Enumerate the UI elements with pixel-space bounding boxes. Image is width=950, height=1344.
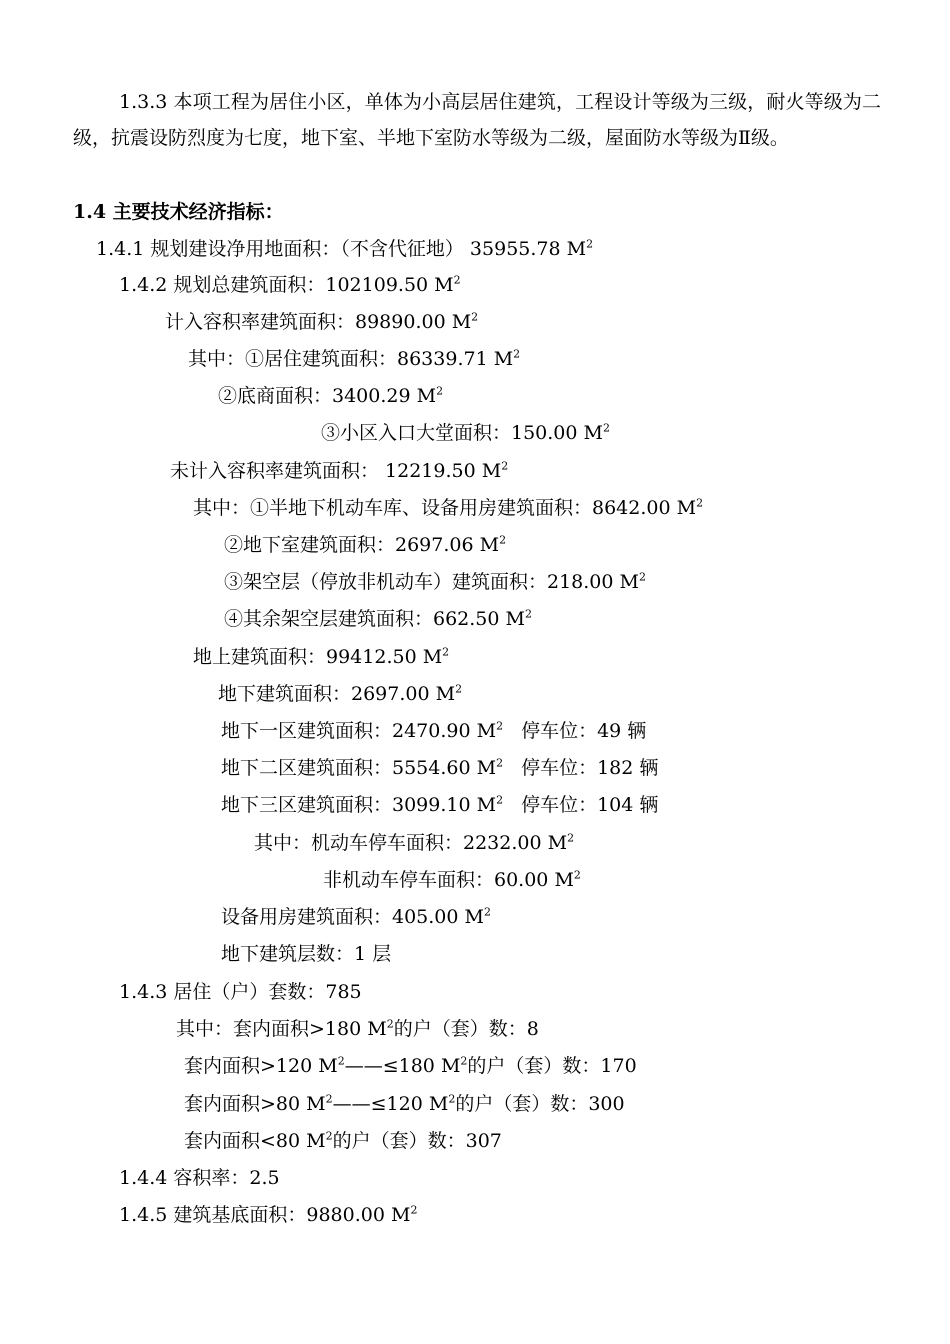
line-text: 1.4.5 建筑基底面积：9880.00 (119, 1204, 391, 1226)
unit-m: M (676, 497, 697, 519)
unit-m: M (451, 311, 472, 333)
line-text: 其中：套内面积>180 (176, 1018, 368, 1040)
line-text: 的户（套）数：307 (332, 1130, 502, 1152)
line-text: 地下三区建筑面积：3099.10 (221, 794, 477, 816)
unit-superscript: 2 (455, 682, 463, 696)
line-text: ②地下室建筑面积：2697.06 (224, 534, 480, 556)
line-text: 地上建筑面积：99412.50 (193, 646, 423, 668)
unit-superscript: 2 (573, 868, 581, 882)
unit-m: M (493, 348, 514, 370)
unit-superscript: 2 (496, 793, 504, 807)
unit-superscript: 2 (436, 384, 444, 398)
unit-m: M (479, 534, 500, 556)
line-text: 1.4.2 规划总建筑面积：102109.50 (119, 274, 435, 296)
line-1-4-1 (96, 237, 593, 261)
line-motor-parking (254, 831, 574, 855)
unit-m: M (583, 422, 603, 444)
unit-superscript: 2 (499, 533, 507, 547)
unit-m: M (416, 385, 437, 407)
line-text: 套内面积>120 (184, 1055, 319, 1077)
unit-m: M (428, 1093, 449, 1115)
unit-superscript: 2 (513, 347, 521, 361)
line-nonfar-garage (193, 496, 703, 520)
unit-superscript: 2 (496, 719, 504, 733)
line-units-gt180 (176, 1017, 539, 1041)
unit-superscript: 2 (525, 607, 532, 621)
section-heading-1-4: 1.4 主要技术经济指标： (73, 201, 284, 223)
unit-m: M (434, 274, 454, 296)
line-text: 非机动车停车面积：60.00 (323, 869, 555, 891)
line-zone1 (221, 719, 646, 743)
parking-count: 停车位：49 辆 (521, 720, 647, 742)
unit-m: M (481, 460, 502, 482)
unit-m: M (554, 869, 574, 891)
unit-superscript: 2 (603, 421, 610, 435)
unit-m: M (318, 1055, 338, 1077)
line-text: 的户（套）数：300 (455, 1093, 625, 1115)
line-text: 未计入容积率建筑面积： 12219.50 (170, 460, 482, 482)
unit-superscript: 2 (325, 1129, 333, 1143)
parking-count: 停车位：104 辆 (521, 794, 659, 816)
line-text: 地下一区建筑面积：2470.90 (221, 720, 477, 742)
unit-superscript: 2 (501, 459, 509, 473)
line-text: 其中：①居住建筑面积：86339.71 (188, 348, 494, 370)
line-text: ②底商面积：3400.29 (218, 385, 417, 407)
unit-superscript: 2 (696, 496, 704, 510)
line-far-shops (218, 384, 443, 408)
unit-superscript: 2 (496, 756, 504, 770)
line-far-area (165, 310, 478, 334)
unit-m: M (306, 1093, 326, 1115)
line-text: 套内面积>80 (184, 1093, 307, 1115)
line-text: 设备用房建筑面积：405.00 (221, 906, 465, 928)
line-text: 地下二区建筑面积：5554.60 (221, 757, 477, 779)
unit-superscript: 2 (484, 905, 491, 919)
line-nonfar-area (170, 459, 508, 483)
line-far-residential (188, 347, 520, 371)
line-text: ④其余架空层建筑面积：662.50 (224, 608, 506, 630)
line-zone2 (221, 756, 658, 780)
line-text: ③架空层（停放非机动车）建筑面积：218.00 (224, 571, 620, 593)
line-nonfar-stilt-other (224, 607, 532, 631)
unit-m: M (422, 646, 443, 668)
unit-m: M (566, 238, 587, 260)
line-text: 的户（套）数：170 (467, 1055, 637, 1077)
line-text: 其中：机动车停车面积：2232.00 (254, 832, 548, 854)
line-equipment-rooms (221, 905, 491, 929)
line-zone3 (221, 793, 658, 817)
line-1-4-2 (119, 273, 461, 297)
line-text: 的户（套）数：8 (393, 1018, 539, 1040)
line-1-4-3: 1.4.3 居住（户）套数：785 (119, 981, 362, 1003)
line-text: ③小区入口大堂面积：150.00 (321, 422, 584, 444)
line-above-ground (193, 645, 449, 669)
unit-superscript: 2 (460, 1054, 468, 1068)
unit-m: M (391, 1204, 411, 1226)
unit-superscript: 2 (325, 1092, 333, 1106)
unit-m: M (367, 1018, 387, 1040)
line-1-4-5 (119, 1203, 417, 1227)
unit-m: M (464, 906, 484, 928)
line-text: ——≤120 (332, 1093, 429, 1115)
line-below-ground (218, 682, 462, 706)
unit-m: M (435, 683, 456, 705)
unit-superscript: 2 (386, 1017, 394, 1031)
unit-superscript: 2 (337, 1054, 345, 1068)
parking-count: 停车位：182 辆 (521, 757, 659, 779)
line-units-80-120 (184, 1092, 625, 1116)
unit-m: M (476, 757, 497, 779)
paragraph-1-3-3: 1.3.3 本项工程为居住小区，单体为小高层居住建筑，工程设计等级为三级，耐火等级为二级，抗震设防烈度为七度，地下室、半地下室防水等级为二级，屋面防水等级为Ⅱ级。 (73, 91, 881, 149)
line-nonmotor-parking (323, 868, 581, 892)
line-basement-floors: 地下建筑层数：1 层 (221, 943, 392, 965)
line-units-120-180 (184, 1054, 637, 1078)
unit-m: M (619, 571, 639, 593)
unit-m: M (505, 608, 525, 630)
line-nonfar-stilt-parking (224, 570, 646, 594)
line-1-4-4: 1.4.4 容积率：2.5 (119, 1167, 280, 1189)
unit-superscript: 2 (586, 237, 594, 251)
unit-superscript: 2 (639, 570, 646, 584)
unit-m: M (440, 1055, 461, 1077)
line-text: 其中：①半地下机动车库、设备用房建筑面积：8642.00 (193, 497, 677, 519)
unit-superscript: 2 (567, 831, 575, 845)
unit-superscript: 2 (448, 1092, 456, 1106)
unit-superscript: 2 (410, 1203, 418, 1217)
line-text: ——≤180 (344, 1055, 441, 1077)
unit-superscript: 2 (453, 273, 461, 287)
unit-m: M (547, 832, 568, 854)
line-far-lobby (321, 421, 610, 445)
line-text: 计入容积率建筑面积：89890.00 (165, 311, 452, 333)
line-nonfar-basement (224, 533, 506, 557)
line-text: 地下建筑面积：2697.00 (218, 683, 436, 705)
unit-m: M (306, 1130, 326, 1152)
unit-superscript: 2 (442, 645, 450, 659)
line-text: 套内面积<80 (184, 1130, 307, 1152)
unit-m: M (476, 794, 497, 816)
line-text: 1.4.1 规划建设净用地面积：（不含代征地） 35955.78 (96, 238, 567, 260)
line-units-lt80 (184, 1129, 502, 1153)
unit-m: M (476, 720, 497, 742)
unit-superscript: 2 (471, 310, 479, 324)
